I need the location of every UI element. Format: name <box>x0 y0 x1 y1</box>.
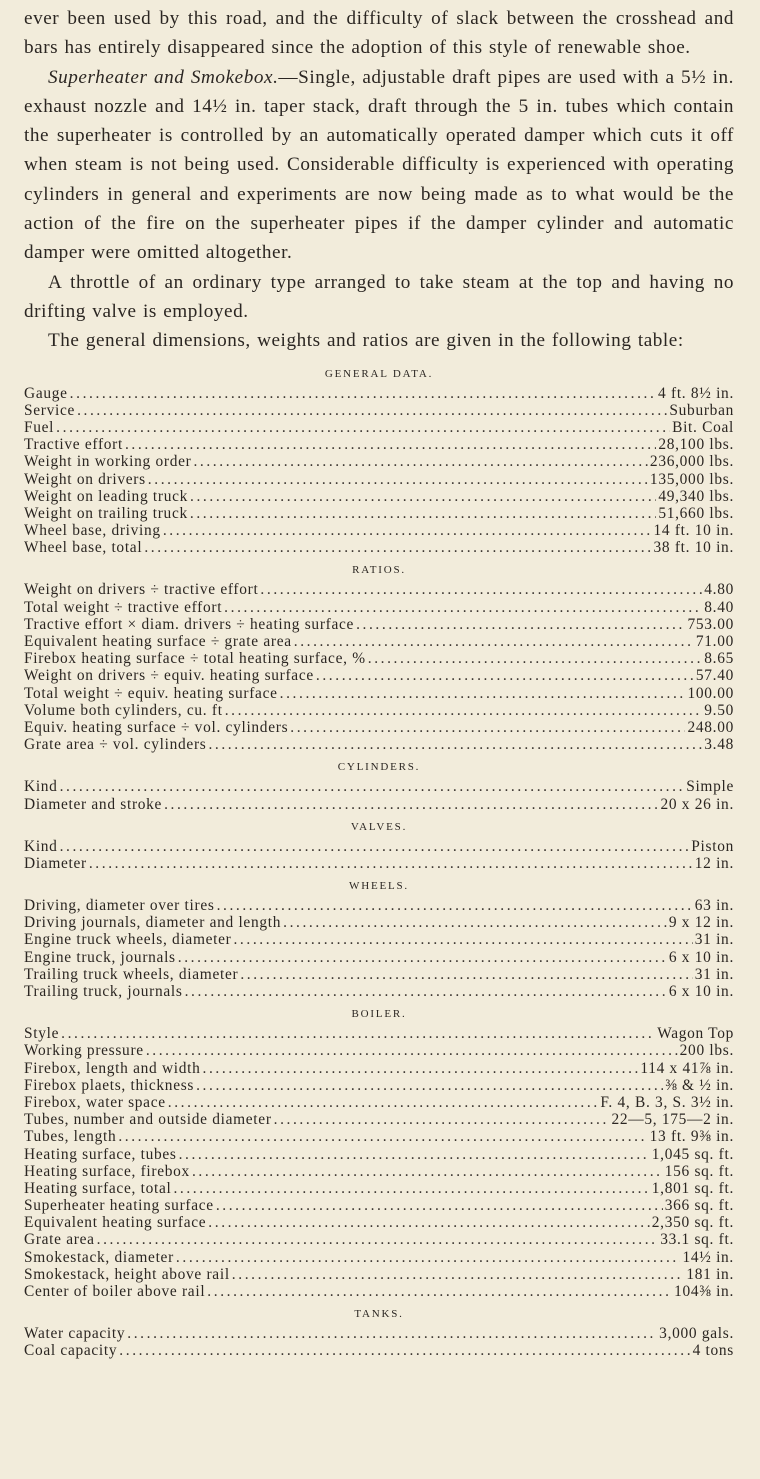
table-row <box>24 581 734 598</box>
table-row <box>24 522 734 539</box>
leader-dots <box>119 1342 690 1359</box>
paragraph-table-intro: The general dimensions, weights and ratios are given in the following table: <box>48 330 684 352</box>
row-label: Firebox, water space <box>24 1093 166 1111</box>
row-value: 8.40 <box>704 598 734 616</box>
row-label: Engine truck wheels, diameter <box>24 931 232 949</box>
leader-dots <box>144 539 651 556</box>
row-label: Firebox, length and width <box>24 1059 201 1077</box>
leader-dots <box>118 1128 647 1145</box>
row-value: 31 in. <box>694 931 734 949</box>
table-row <box>24 436 734 453</box>
leader-dots <box>216 1197 663 1214</box>
leader-dots <box>280 685 686 702</box>
row-value: 1,801 sq. ft. <box>651 1179 734 1197</box>
table-row <box>24 1111 734 1128</box>
leader-dots <box>60 778 685 795</box>
row-value: Bit. Coal <box>672 418 734 436</box>
row-value: 12 in. <box>694 854 734 872</box>
leader-dots <box>217 897 693 914</box>
row-label: Grate area <box>24 1231 95 1249</box>
row-label: Service <box>24 401 76 419</box>
leader-dots <box>196 1077 663 1094</box>
table-row <box>24 1128 734 1145</box>
table-row <box>24 1325 734 1342</box>
row-label: Smokestack, diameter <box>24 1248 174 1266</box>
row-value: 20 x 26 in. <box>660 795 734 813</box>
leader-dots <box>274 1111 610 1128</box>
leader-dots <box>294 633 694 650</box>
table-row <box>24 1025 734 1042</box>
row-value: 13 ft. 9⅜ in. <box>649 1128 734 1146</box>
row-label: Style <box>24 1025 60 1043</box>
table-row <box>24 1180 734 1197</box>
row-value: 38 ft. 10 in. <box>653 539 734 557</box>
row-value: 1,045 sq. ft. <box>651 1145 734 1163</box>
row-label: Kind <box>24 778 58 796</box>
table-section <box>24 556 734 753</box>
row-value: Wagon Top <box>657 1025 734 1043</box>
paragraph-superheater <box>24 63 734 268</box>
row-value: 2,350 sq. ft. <box>651 1214 734 1232</box>
row-value: Suburban <box>669 401 734 419</box>
table-section <box>24 1300 734 1359</box>
table-row <box>24 599 734 616</box>
row-value: 6 x 10 in. <box>668 983 734 1000</box>
table-row <box>24 855 734 872</box>
table-row <box>24 1231 734 1248</box>
row-value: 22—5, 175—2 in. <box>611 1111 734 1129</box>
leader-dots <box>178 949 667 966</box>
table-row <box>24 1266 734 1283</box>
row-value: 9 x 12 in. <box>668 914 734 932</box>
table-row <box>24 1163 734 1180</box>
table-row <box>24 796 734 813</box>
row-value: 33.1 sq. ft. <box>660 1231 734 1249</box>
table-row <box>24 702 734 719</box>
leader-dots <box>125 436 656 453</box>
table-row <box>24 650 734 667</box>
row-label: Volume both cylinders, cu. ft <box>24 701 223 719</box>
table-row <box>24 983 734 1000</box>
section-rows <box>24 838 734 872</box>
row-label: Equiv. heating surface ÷ vol. cylinders <box>24 718 289 736</box>
table-row <box>24 736 734 753</box>
row-value: 51,660 lbs. <box>658 504 734 522</box>
section-rows <box>24 1325 734 1359</box>
leader-dots <box>179 1146 650 1163</box>
section-rows <box>24 778 734 812</box>
section-rows <box>24 581 734 753</box>
row-value: 9.50 <box>704 701 734 719</box>
row-value: 71.00 <box>695 633 734 650</box>
leader-dots <box>97 1231 659 1248</box>
section-heading: RATIOS. <box>352 564 406 577</box>
row-value: 4 tons <box>692 1342 734 1360</box>
leader-dots <box>290 719 685 736</box>
row-label: Weight on drivers <box>24 470 146 488</box>
row-value: 135,000 lbs. <box>649 470 734 488</box>
row-value: 31 in. <box>694 965 734 983</box>
row-label: Total weight ÷ equiv. heating surface <box>24 684 278 702</box>
row-label: Kind <box>24 837 58 855</box>
leader-dots <box>208 1214 649 1231</box>
row-value: 6 x 10 in. <box>668 948 734 966</box>
row-label: Weight on drivers ÷ equiv. heating surface <box>24 667 314 685</box>
row-value: Simple <box>686 778 734 796</box>
row-value: 28,100 lbs. <box>658 436 734 454</box>
leader-dots <box>185 983 667 1000</box>
row-label: Tractive effort <box>24 436 123 454</box>
document-page <box>0 4 760 1479</box>
table-row <box>24 1249 734 1266</box>
row-label: Driving, diameter over tires <box>24 897 215 915</box>
row-value: 200 lbs. <box>679 1042 734 1060</box>
leader-dots <box>356 616 685 633</box>
row-label: Working pressure <box>24 1042 144 1060</box>
leader-dots <box>368 650 703 667</box>
leader-dots <box>70 385 656 402</box>
leader-dots <box>77 402 667 419</box>
row-label: Trailing truck, journals <box>24 983 183 1000</box>
table-row <box>24 471 734 488</box>
leader-dots <box>168 1094 599 1111</box>
table-row <box>24 931 734 948</box>
leader-dots <box>163 522 652 539</box>
row-label: Heating surface, firebox <box>24 1162 190 1180</box>
row-label: Fuel <box>24 418 55 436</box>
row-value: 156 sq. ft. <box>664 1162 734 1180</box>
row-label: Weight on leading truck <box>24 487 189 505</box>
table-row <box>24 1077 734 1094</box>
table-row <box>24 1342 734 1359</box>
paragraph-superheater-body: —Single, adjustable draft pipes are used with a 5½ in. exhaust nozzle and 14½ in. taper stack, draft through the 5 in. tubes which contain the superheater is controlled by an automatically operated damper which cuts it off when steam is not being used. Considerable difficulty is experienced with operating cylinders in general and experiments are now being made as to what would be the action of the fire on the superheater pipes if the damper cylinder and automatic damper were omitted altogether. <box>24 66 734 264</box>
leader-dots <box>60 838 690 855</box>
paragraph-crosshead-shoe: ever been used by this road, and the difficulty of slack between the crosshead and bars has entirely disappeared since the adoption of this style of renewable shoe. <box>24 8 734 59</box>
table-row <box>24 488 734 505</box>
table-row <box>24 1146 734 1163</box>
row-label: Equivalent heating surface <box>24 1214 207 1232</box>
row-value: 4.80 <box>704 581 734 599</box>
row-label: Heating surface, tubes <box>24 1145 177 1163</box>
table-row <box>24 914 734 931</box>
table-row <box>24 719 734 736</box>
row-label: Engine truck, journals <box>24 948 176 966</box>
table-row <box>24 616 734 633</box>
row-value: 4 ft. 8½ in. <box>658 384 734 402</box>
row-label: Wheel base, driving <box>24 522 161 540</box>
row-label: Weight on trailing truck <box>24 504 188 522</box>
row-value: 3,000 gals. <box>659 1325 734 1343</box>
leader-dots <box>190 488 656 505</box>
row-label: Superheater heating surface <box>24 1197 214 1215</box>
row-value: 49,340 lbs. <box>658 487 734 505</box>
table-section <box>24 1000 734 1300</box>
leader-dots <box>173 1180 649 1197</box>
dimensions-table <box>24 360 734 1360</box>
row-label: Firebox heating surface ÷ total heating surface, % <box>24 650 366 668</box>
row-label: Water capacity <box>24 1325 126 1343</box>
row-label: Tubes, length <box>24 1128 117 1146</box>
row-label: Equivalent heating surface ÷ grate area <box>24 633 292 650</box>
leader-dots <box>203 1060 639 1077</box>
leader-dots <box>56 419 670 436</box>
row-label: Wheel base, total <box>24 539 143 557</box>
section-heading: GENERAL DATA. <box>324 367 434 380</box>
leader-dots <box>208 736 702 753</box>
row-label: Firebox plaets, thickness <box>24 1076 195 1094</box>
row-value: 104⅜ in. <box>674 1283 734 1300</box>
leader-dots <box>190 505 656 522</box>
leader-dots <box>192 1163 663 1180</box>
row-label: Smokestack, height above rail <box>24 1265 230 1283</box>
row-label: Driving journals, diameter and length <box>24 914 282 932</box>
row-value: 57.40 <box>695 667 734 685</box>
row-label: Gauge <box>24 384 68 402</box>
section-rows <box>24 897 734 1000</box>
leader-dots <box>148 471 648 488</box>
leader-dots <box>164 796 658 813</box>
row-label: Weight in working order <box>24 453 192 471</box>
row-label: Tractive effort × diam. drivers ÷ heating surface <box>24 615 355 633</box>
table-section <box>24 813 734 872</box>
table-row <box>24 1197 734 1214</box>
leader-dots <box>224 599 702 616</box>
leader-dots <box>233 931 692 948</box>
row-value: 8.65 <box>704 650 734 668</box>
row-label: Grate area ÷ vol. cylinders <box>24 736 207 754</box>
row-label: Tubes, number and outside diameter <box>24 1111 272 1129</box>
table-row <box>24 778 734 795</box>
table-row <box>24 897 734 914</box>
leader-dots <box>89 855 693 872</box>
row-value: 753.00 <box>687 615 734 633</box>
row-value: Piston <box>691 837 734 855</box>
table-row <box>24 633 734 650</box>
table-row <box>24 1214 734 1231</box>
table-row <box>24 505 734 522</box>
table-row <box>24 1283 734 1300</box>
row-value: 236,000 lbs. <box>649 453 734 471</box>
table-row <box>24 966 734 983</box>
table-row <box>24 419 734 436</box>
section-heading: CYLINDERS. <box>337 761 421 774</box>
table-row <box>24 385 734 402</box>
leader-dots <box>146 1042 678 1059</box>
table-row <box>24 1060 734 1077</box>
table-row <box>24 1094 734 1111</box>
row-label: Trailing truck wheels, diameter <box>24 965 239 983</box>
leader-dots <box>176 1249 681 1266</box>
section-rows <box>24 1025 734 1300</box>
article-text <box>24 4 734 356</box>
row-value: 3.48 <box>704 736 734 754</box>
leader-dots <box>232 1266 685 1283</box>
table-row <box>24 539 734 556</box>
leader-dots <box>127 1325 657 1342</box>
row-value: F. 4, B. 3, S. 3½ in. <box>600 1093 734 1111</box>
row-label: Heating surface, total <box>24 1179 172 1197</box>
row-label: Diameter and stroke <box>24 795 163 813</box>
section-heading: TANKS. <box>354 1308 404 1321</box>
table-section <box>24 360 734 557</box>
table-row <box>24 402 734 419</box>
table-row <box>24 667 734 684</box>
leader-dots <box>316 667 694 684</box>
leader-dots <box>193 453 647 470</box>
row-value: 100.00 <box>687 684 734 702</box>
leader-dots <box>225 702 703 719</box>
run-in-heading: Superheater and Smokebox. <box>48 66 279 88</box>
table-section <box>24 753 734 812</box>
leader-dots <box>283 914 667 931</box>
section-heading: VALVES. <box>350 820 408 833</box>
table-row <box>24 685 734 702</box>
table-row <box>24 453 734 470</box>
paragraph-throttle: A throttle of an ordinary type arranged to take steam at the top and having no drifting valve is employed. <box>24 271 734 322</box>
leader-dots <box>207 1283 672 1300</box>
section-rows <box>24 385 734 557</box>
leader-dots <box>240 966 692 983</box>
row-value: 248.00 <box>687 718 734 736</box>
table-row <box>24 949 734 966</box>
row-value: 63 in. <box>694 897 734 915</box>
leader-dots <box>61 1025 655 1042</box>
leader-dots <box>260 581 702 598</box>
table-row <box>24 838 734 855</box>
row-value: 181 in. <box>686 1265 734 1283</box>
row-label: Coal capacity <box>24 1342 118 1360</box>
row-value: ⅜ & ½ in. <box>665 1076 734 1094</box>
row-label: Total weight ÷ tractive effort <box>24 598 223 616</box>
row-value: 114 x 41⅞ in. <box>640 1059 734 1077</box>
section-heading: WHEELS. <box>349 880 409 893</box>
table-section <box>24 872 734 1000</box>
row-value: 366 sq. ft. <box>664 1197 734 1215</box>
row-label: Center of boiler above rail <box>24 1283 206 1300</box>
section-heading: BOILER. <box>351 1008 407 1021</box>
table-row <box>24 1042 734 1059</box>
row-value: 14 ft. 10 in. <box>653 522 734 540</box>
row-label: Diameter <box>24 854 87 872</box>
row-value: 14½ in. <box>682 1248 734 1266</box>
row-label: Weight on drivers ÷ tractive effort <box>24 581 259 599</box>
